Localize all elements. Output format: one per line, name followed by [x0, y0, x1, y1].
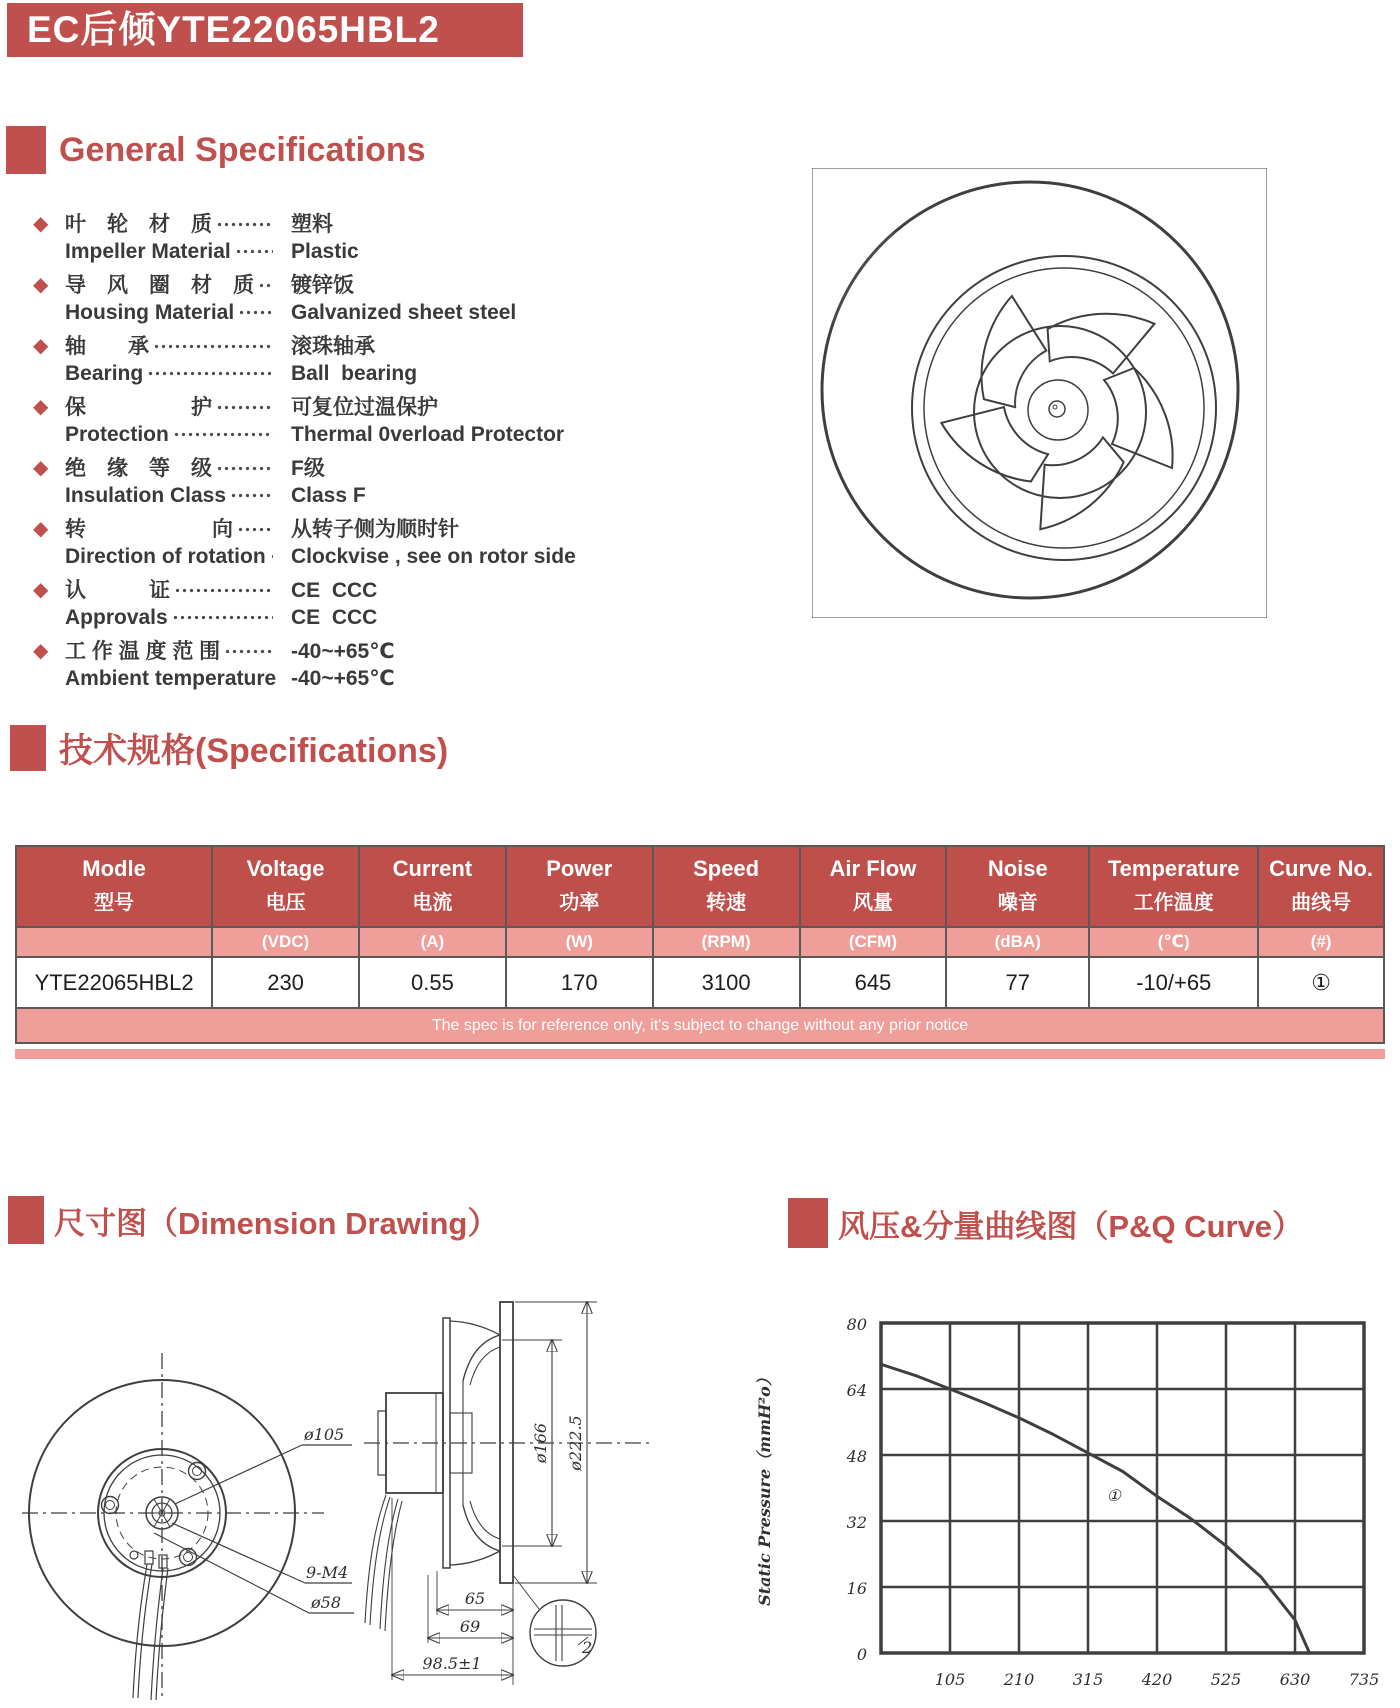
table-unit-cell: (VDC)	[212, 927, 359, 957]
spec-lines	[65, 516, 733, 570]
spec-item	[33, 211, 733, 265]
spec-value-cn: 镀锌饭	[291, 274, 354, 297]
spec-label-cn: 认 证	[65, 579, 170, 602]
diamond-bullet-icon: ◆	[33, 396, 49, 418]
y-tick-label: 16	[846, 1579, 867, 1598]
x-tick-label: 525	[1210, 1670, 1242, 1689]
dotted-leader	[216, 394, 273, 416]
spec-value-cn: 塑料	[291, 213, 333, 236]
spec-lines	[65, 455, 733, 509]
x-tick-label: 735	[1348, 1670, 1380, 1689]
dim-label-d166: ø166	[531, 1422, 550, 1464]
spec-label-en: Protection	[65, 423, 169, 446]
section-heading-label: 风压&分量曲线图（P&Q Curve）	[838, 1208, 1304, 1244]
front-view-drawing	[12, 1295, 357, 1708]
spec-value-cn: 可复位过温保护	[291, 396, 438, 419]
table-header-cell: Speed 转速	[653, 846, 800, 927]
table-unit-cell: (dBA)	[946, 927, 1089, 957]
spec-value-en: Clockvise , see on rotor side	[291, 545, 576, 568]
x-tick-label: 315	[1072, 1670, 1104, 1689]
curve-number-marker: ①	[1106, 1486, 1121, 1505]
x-tick-label: 420	[1141, 1670, 1173, 1689]
spec-value-cn: CE CCC	[291, 579, 378, 602]
table-unit-cell: (#)	[1258, 927, 1384, 957]
diamond-bullet-icon: ◆	[33, 274, 49, 296]
spec-item	[33, 577, 733, 631]
table-bottom-strip	[15, 1049, 1385, 1059]
spec-value-en: CE CCC	[291, 606, 378, 629]
spec-value-cn: 从转子侧为顺时针	[291, 518, 459, 541]
y-axis-label: Static Pressure（mmH²o）	[755, 1370, 774, 1606]
y-tick-label: 80	[846, 1315, 867, 1334]
dotted-leader	[216, 211, 273, 233]
spec-value-en: -40~+65℃	[291, 667, 395, 690]
spec-label-cn: 导 风 圈 材 质	[65, 274, 254, 297]
spec-label-cn: 轴 承	[65, 335, 149, 358]
spec-item	[33, 333, 733, 387]
spec-value-en: Galvanized sheet steel	[291, 301, 517, 324]
spec-label-cn: 叶 轮 材 质	[65, 213, 212, 236]
specifications-table	[15, 845, 1385, 1044]
spec-label-en: Housing Material	[65, 301, 235, 324]
dotted-leader	[173, 421, 273, 443]
dotted-leader	[258, 272, 273, 294]
dotted-leader	[238, 299, 273, 321]
x-tick-label: 210	[1003, 1670, 1035, 1689]
table-header-cell: Voltage 电压	[212, 846, 359, 927]
spec-label-cn: 工 作 温 度 范 围	[65, 640, 221, 663]
spec-lines	[65, 394, 733, 448]
spec-item	[33, 516, 733, 570]
table-unit-cell: (A)	[359, 927, 506, 957]
product-photo-centrifugal-fan	[812, 168, 1267, 618]
section-marker-icon	[788, 1198, 828, 1248]
dotted-leader	[172, 604, 273, 626]
spec-value-cn: -40~+65℃	[291, 640, 395, 663]
dim-label-thickness: 2	[582, 1638, 593, 1657]
spec-label-en: Approvals	[65, 606, 168, 629]
table-header-cell: Curve No. 曲线号	[1258, 846, 1384, 927]
table-value-cell: 170	[506, 957, 653, 1008]
dotted-leader	[224, 638, 273, 660]
spec-value-en: Class F	[291, 484, 366, 507]
y-tick-label: 48	[846, 1447, 867, 1466]
dotted-leader	[153, 333, 273, 355]
section-marker-icon	[8, 1196, 44, 1244]
spec-label-en: Ambient temperature	[65, 667, 277, 690]
dotted-leader	[216, 455, 273, 477]
spec-value-cn: F级	[291, 457, 325, 480]
spec-item	[33, 272, 733, 326]
dim-label-65: 65	[464, 1589, 486, 1608]
table-header-cell: Power 功率	[506, 846, 653, 927]
y-tick-label: 0	[856, 1645, 867, 1664]
table-header-cell: Air Flow 风量	[800, 846, 947, 927]
table-value-cell: YTE22065HBL2	[16, 957, 212, 1008]
diamond-bullet-icon: ◆	[33, 335, 49, 357]
table-note: The spec is for reference only, it's subject to change without any prior notice	[16, 1008, 1384, 1043]
section-heading-label: 尺寸图（Dimension Drawing）	[54, 1205, 499, 1241]
y-tick-label: 64	[846, 1381, 867, 1400]
table-value-cell: -10/+65	[1089, 957, 1258, 1008]
table-value-cell: 645	[800, 957, 947, 1008]
diamond-bullet-icon: ◆	[33, 579, 49, 601]
section-heading-label: General Specifications	[59, 130, 426, 169]
impeller-blades	[941, 292, 1173, 529]
spec-lines	[65, 638, 733, 692]
diamond-bullet-icon: ◆	[33, 457, 49, 479]
diamond-bullet-icon: ◆	[33, 213, 49, 235]
spec-label-cn: 保 护	[65, 396, 212, 419]
table-header-cell: Temperature 工作温度	[1089, 846, 1258, 927]
section-marker-icon	[6, 126, 46, 174]
side-view-drawing	[356, 1293, 661, 1708]
section-heading-specifications	[10, 723, 448, 772]
table-value-cell: ①	[1258, 957, 1384, 1008]
spec-value-en: Plastic	[291, 240, 359, 263]
table-value-cell: 3100	[653, 957, 800, 1008]
table-header-cell: Current 电流	[359, 846, 506, 927]
section-heading-pq-curve	[788, 1198, 1303, 1248]
spec-lines	[65, 577, 733, 631]
pq-curve-chart	[712, 1283, 1400, 1708]
x-tick-label: 630	[1279, 1670, 1311, 1689]
table-header-cell: Noise 噪音	[946, 846, 1089, 927]
table-unit-cell: (CFM)	[800, 927, 947, 957]
plot-border	[881, 1323, 1364, 1653]
table-value-cell: 77	[946, 957, 1089, 1008]
section-heading-label: 技术规格(Specifications)	[59, 732, 449, 770]
spec-lines	[65, 272, 733, 326]
table-value-cell: 0.55	[359, 957, 506, 1008]
section-heading-general	[6, 126, 426, 174]
spec-item	[33, 455, 733, 509]
dotted-leader	[174, 577, 273, 599]
spec-value-en: Thermal 0verload Protector	[291, 423, 565, 446]
table-unit-cell	[16, 927, 212, 957]
spec-item	[33, 394, 733, 448]
section-marker-icon	[10, 725, 46, 771]
y-tick-label: 32	[846, 1513, 867, 1532]
lead-wires	[365, 1495, 402, 1631]
spec-label-cn: 转 向	[65, 518, 233, 541]
pq-curve	[881, 1364, 1310, 1653]
spec-label-en: Insulation Class	[65, 484, 227, 507]
diamond-bullet-icon: ◆	[33, 640, 49, 662]
dim-label-d105: ø105	[304, 1425, 345, 1444]
table-header-cell: Modle 型号	[16, 846, 212, 927]
general-spec-list	[33, 211, 733, 699]
dim-label-depth: 98.5±1	[422, 1654, 482, 1673]
dotted-leader	[230, 482, 273, 504]
diamond-bullet-icon: ◆	[33, 518, 49, 540]
spec-item	[33, 638, 733, 692]
table-unit-cell: (W)	[506, 927, 653, 957]
table-unit-cell: (RPM)	[653, 927, 800, 957]
dim-label-d2225: ø222.5	[566, 1415, 585, 1471]
page-title: EC后倾YTE22065HBL2	[7, 3, 523, 57]
table-unit-cell: (℃)	[1089, 927, 1258, 957]
dotted-leader	[147, 360, 273, 382]
x-tick-label: 105	[934, 1670, 966, 1689]
section-heading-dimension	[8, 1196, 498, 1244]
spec-value-en: Ball bearing	[291, 362, 418, 385]
spec-lines	[65, 211, 733, 265]
spec-lines	[65, 333, 733, 387]
table-value-cell: 230	[212, 957, 359, 1008]
dotted-leader	[270, 543, 273, 565]
dim-label-69: 69	[459, 1617, 481, 1636]
spec-value-cn: 滚珠轴承	[291, 335, 375, 358]
spec-label-en: Bearing	[65, 362, 144, 385]
dim-label-d58: ø58	[311, 1593, 341, 1612]
dotted-leader	[237, 516, 273, 538]
spec-label-cn: 绝 缘 等 级	[65, 457, 212, 480]
spec-label-en: Direction of rotation	[65, 545, 266, 568]
spec-label-en: Impeller Material	[65, 240, 231, 263]
dotted-leader	[235, 238, 273, 260]
dim-label-9m4: 9-M4	[306, 1563, 349, 1582]
